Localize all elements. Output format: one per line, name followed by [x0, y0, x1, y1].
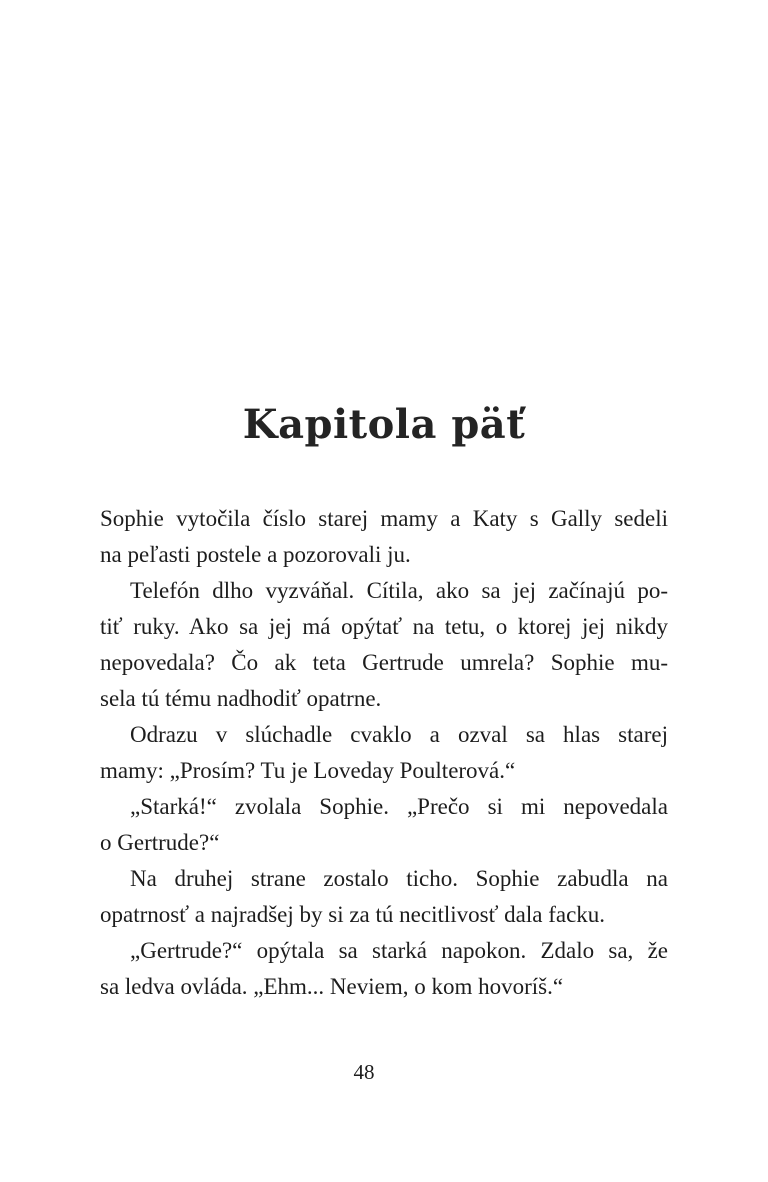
text-line: sela tú tému nadhodiť opatrne.	[100, 686, 382, 711]
text-line: mamy: „Prosím? Tu je Loveday Poulterová.“	[100, 758, 516, 783]
text-line: sa ledva ovláda. „Ehm... Neviem, o kom hovoríš.“	[100, 974, 564, 999]
body-text	[100, 501, 668, 1005]
text-line: „Gertrude?“ opýtala sa starká napokon. Zdalo sa, že	[130, 938, 668, 963]
text-line: Na druhej strane zostalo ticho. Sophie zabudla na	[130, 866, 668, 891]
text-line: na peľasti postele a pozorovali ju.	[100, 542, 411, 567]
text-line: o Gertrude?“	[100, 830, 220, 855]
text-line: tiť ruky. Ako sa jej má opýtať na tetu, o ktorej jej nikdy	[100, 614, 668, 639]
text-line: Telefón dlho vyzváňal. Cítila, ako sa jej začínajú po-	[130, 578, 668, 603]
chapter-title: Kapitola päť	[242, 400, 526, 448]
text-line: Sophie vytočila číslo starej mamy a Katy s Gally sedeli	[100, 506, 668, 531]
page-number: 48	[353, 1060, 375, 1084]
text-line: Odrazu v slúchadle cvaklo a ozval sa hlas starej	[130, 722, 668, 747]
text-line: nepovedala? Čo ak teta Gertrude umrela? Sophie mu-	[100, 650, 668, 675]
text-line: opatrnosť a najradšej by si za tú necitlivosť dala facku.	[100, 902, 606, 927]
text-line: „Starká!“ zvolala Sophie. „Prečo si mi nepovedala	[130, 794, 668, 819]
